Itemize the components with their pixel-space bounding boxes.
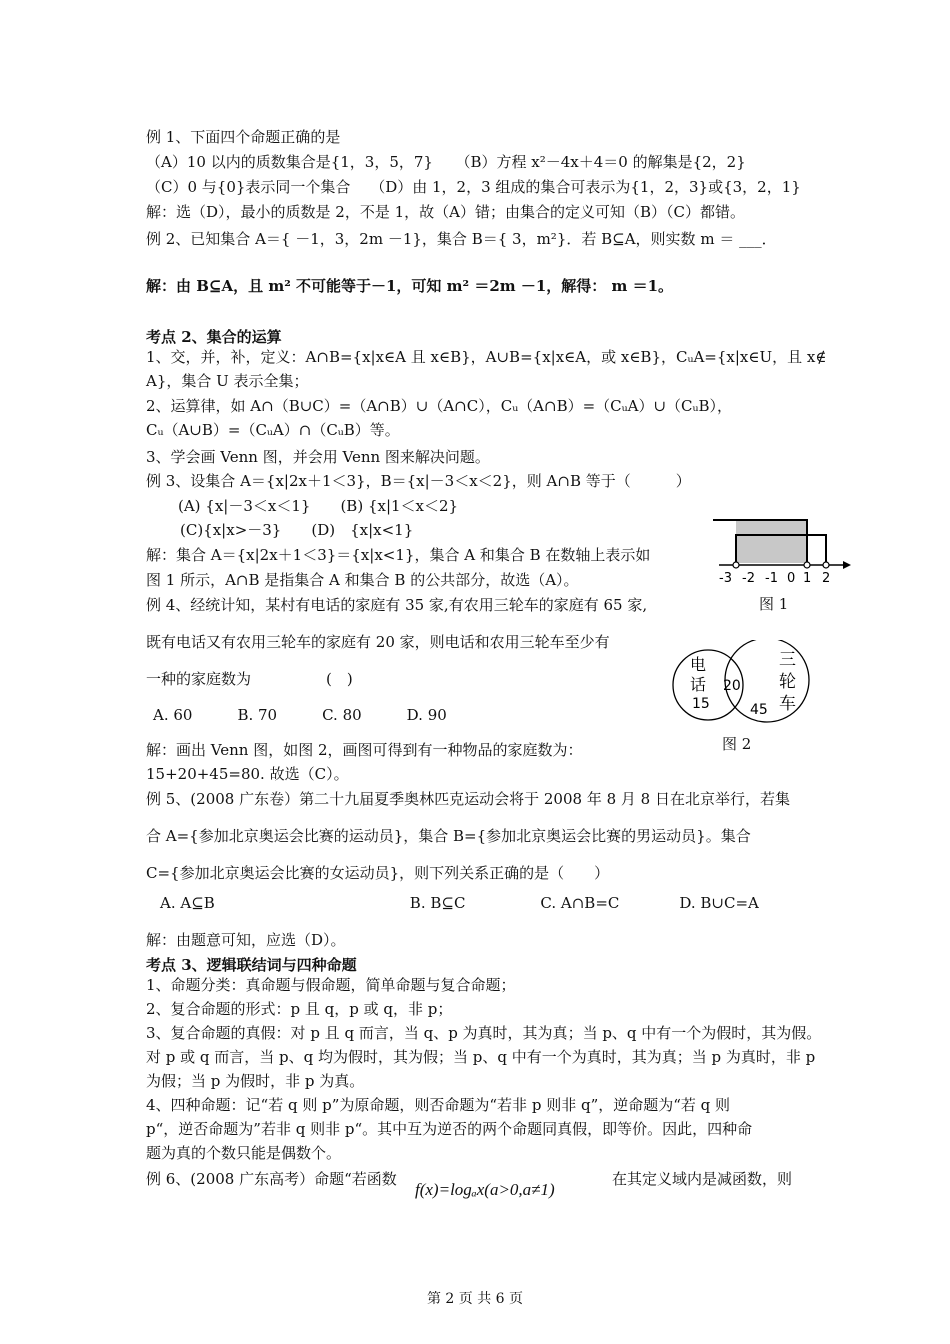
section3-point4: 4、四种命题：记“若 q 则 p”为原命题，则否命题为“若非 p 则非 q”，逆命题为“若 q 则	[146, 1096, 731, 1114]
figure2-venn-diagram	[670, 640, 815, 730]
example2-question: 例 2、已知集合 A＝{ －1，3，2m －1}，集合 B＝{ 3，m²}．若 B⊆A，则实数 m ＝ ___．	[146, 230, 777, 248]
example5-set-a-b: 合 A={参加北京奥运会比赛的运动员}，集合 B={参加北京奥运会比赛的男运动员}。集合	[146, 827, 751, 845]
example3-solution-cont: 图 1 所示，A∩B 是指集合 A 和集合 B 的公共部分，故选（A）。	[146, 571, 579, 589]
example4-question: 例 4、经统计知，某村有电话的家庭有 35 家,有农用三轮车的家庭有 65 家,	[146, 596, 648, 614]
example6-question: 例 6、(2008 广东高考）命题“若函数	[146, 1170, 397, 1188]
section3-point3-cont1: 对 p 或 q 而言，当 p、q 均为假时，其为假；当 p、q 中有一个为真时，其为真；当 p 为真时，非 p	[146, 1048, 816, 1066]
venn-value-left-only: 15	[692, 696, 710, 712]
section3-point4-cont2: 题为真的个数只能是偶数个。	[146, 1144, 342, 1162]
example4-options: A. 60 B. 70 C. 80 D. 90	[153, 706, 447, 724]
intersection-shading	[736, 520, 807, 563]
tick-label: -3	[719, 571, 732, 586]
section2-point2-cont: Cᵤ（A∪B）=（CᵤA）∩（CᵤB）等。	[146, 421, 400, 439]
figure2-caption: 图 2	[722, 735, 752, 753]
example1-title: 例 1、下面四个命题正确的是	[146, 128, 341, 146]
example2-solution: 解：由 B⊆A，且 m² 不可能等于－1，可知 m² ＝2m －1，解得： m ＝1。	[146, 277, 674, 295]
example5-solution: 解：由题意可知，应选（D）。	[146, 931, 346, 949]
example6-question-cont: 在其定义域内是减函数，则	[612, 1170, 793, 1188]
venn-label-phone: 话	[690, 675, 707, 694]
section3-point4-cont1: p“，逆否命题为”若非 q 则非 p“。其中互为逆否的两个命题同真假，即等价。因此，四种命	[146, 1120, 753, 1138]
venn-value-overlap: 20	[723, 678, 741, 694]
venn-label-tricycle: 轮	[779, 672, 796, 692]
section2-point1: 1、交，并，补，定义：A∩B={x|x∈A 且 x∈B}，A∪B={x|x∈A，或 x∈B}，CᵤA={x|x∈U，且 x∉	[146, 348, 827, 366]
venn-label-phone: 电	[690, 655, 707, 674]
section3-point3-cont2: 为假；当 p 为假时，非 p 为真。	[146, 1072, 365, 1090]
page-footer: 第 2 页 共 6 页	[426, 1291, 524, 1307]
example5-set-c: C={参加北京奥运会比赛的女运动员}，则下列关系正确的是（ ）	[146, 864, 610, 882]
tick-label: 2	[822, 571, 831, 586]
open-circle-neg3	[733, 562, 739, 568]
venn-value-right-only: 45	[750, 702, 768, 718]
example1-options-ab: （A）10 以内的质数集合是{1，3，5，7} （B）方程 x²－4x＋4＝0 的解集是{2，2}	[146, 153, 746, 171]
open-circle-2	[823, 562, 829, 568]
tick-label: -2	[742, 571, 755, 586]
example4-solution-cont: 15+20+45=80. 故选（C）。	[146, 765, 349, 783]
example1-solution: 解：选（D），最小的质数是 2，不是 1，故（A）错；由集合的定义可知（B）（C）都错。	[146, 203, 745, 221]
example3-solution: 解：集合 A＝{x|2x＋1＜3}＝{x|x<1}，集合 A 和集合 B 在数轴上表示如	[146, 546, 651, 564]
venn-label-tricycle: 三	[779, 650, 796, 670]
tick-label: 1	[803, 571, 812, 586]
example5-question: 例 5、(2008 广东卷）第二十九届夏季奥林匹克运动会将于 2008 年 8 月 8 日在北京举行，若集	[146, 790, 790, 808]
tick-label: 0	[787, 571, 796, 586]
section3-point2: 2、复合命题的形式：p 且 q，p 或 q，非 p；	[146, 1000, 453, 1018]
section3-point1: 1、命题分类：真命题与假命题，简单命题与复合命题；	[146, 976, 516, 994]
section3-point3: 3、复合命题的真假：对 p 且 q 而言，当 q、p 为真时，其为真；当 p、q 中有一个为假时，其为假。	[146, 1024, 822, 1042]
figure1-number-line	[705, 510, 855, 590]
axis-arrow-icon	[843, 561, 851, 569]
section2-point3: 3、学会画 Venn 图，并会用 Venn 图来解决问题。	[146, 448, 490, 466]
example4-question-cont: 既有电话又有农用三轮车的家庭有 20 家，则电话和农用三轮车至少有	[146, 633, 610, 651]
example3-options-cd: (C){x|x>－3} (D) {x|x<1}	[180, 521, 414, 539]
section3-heading: 考点 3、逻辑联结词与四种命题	[146, 956, 357, 974]
figure1-caption: 图 1	[759, 595, 789, 613]
open-circle-1	[804, 562, 810, 568]
venn-label-tricycle: 车	[779, 694, 796, 714]
tick-label: -1	[765, 571, 778, 586]
section2-point1-cont: A}，集合 U 表示全集；	[146, 372, 309, 390]
example1-options-cd: （C）0 与{0}表示同一个集合 （D）由 1，2，3 组成的集合可表示为{1，2，3}或{3，2，1}	[146, 178, 801, 196]
example3-options-ab: (A) {x|－3＜x＜1} (B) {x|1＜x＜2}	[178, 497, 459, 515]
example6-formula: f(x)=logₐx(a>0,a≠1)	[415, 1180, 555, 1199]
example4-question-blank: 一种的家庭数为 ( )	[146, 670, 353, 688]
section2-point2: 2、运算律，如 A∩（B∪C）=（A∩B）∪（A∩C），Cᵤ（A∩B）=（CᵤA）∪（CᵤB），	[146, 397, 733, 415]
example4-solution: 解：画出 Venn 图，如图 2，画图可得到有一种物品的家庭数为：	[146, 741, 583, 759]
example5-options: A. A⊆B B. B⊆C C. A∩B=C D. B∪C=A	[160, 894, 759, 912]
section2-heading: 考点 2、集合的运算	[146, 328, 282, 346]
example3-question: 例 3、设集合 A＝{x|2x＋1＜3}，B＝{x|－3＜x＜2}，则 A∩B 等于（ ）	[146, 472, 691, 490]
